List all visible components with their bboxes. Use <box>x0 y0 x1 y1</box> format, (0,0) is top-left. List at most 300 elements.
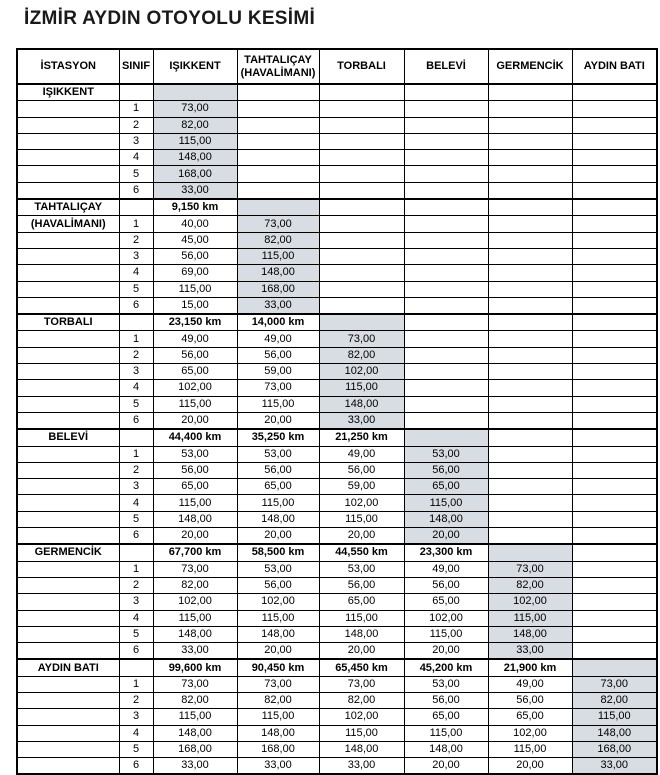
fare-cell <box>404 297 488 314</box>
fare-cell: 102,00 <box>488 725 572 741</box>
fare-cell: 56,00 <box>404 692 488 708</box>
km-cell: 21,250 km <box>319 429 404 446</box>
fare-cell <box>572 166 657 182</box>
fare-cell: 148,00 <box>237 265 319 281</box>
sinif-cell: 6 <box>119 412 153 429</box>
sinif-cell: 2 <box>119 232 153 248</box>
km-cell <box>572 659 657 676</box>
fare-cell <box>404 150 488 166</box>
class-row <box>17 331 657 347</box>
class-row <box>17 117 657 133</box>
km-cell <box>572 544 657 561</box>
sinif-cell: 2 <box>119 462 153 478</box>
fare-cell <box>404 182 488 199</box>
fare-cell <box>404 166 488 182</box>
col-header-isikkent <box>153 49 237 84</box>
fare-cell: 73,00 <box>153 676 237 692</box>
fare-cell: 33,00 <box>319 412 404 429</box>
fare-cell: 115,00 <box>404 725 488 741</box>
fare-cell: 65,00 <box>153 479 237 495</box>
km-cell <box>488 314 572 331</box>
fare-cell: 73,00 <box>153 561 237 577</box>
km-cell <box>488 84 572 101</box>
fare-cell: 53,00 <box>237 446 319 462</box>
table-header-row <box>17 49 657 84</box>
fare-cell: 56,00 <box>153 248 237 264</box>
fare-cell <box>572 380 657 396</box>
km-cell: 9,150 km <box>153 199 237 216</box>
sinif-cell: 6 <box>119 297 153 314</box>
station-cell <box>17 446 119 462</box>
station-cell <box>17 577 119 593</box>
fare-cell: 65,00 <box>153 364 237 380</box>
sinif-cell: 2 <box>119 692 153 708</box>
fare-cell <box>572 281 657 297</box>
sinif-cell: 4 <box>119 725 153 741</box>
fare-cell <box>572 577 657 593</box>
station-cell <box>17 331 119 347</box>
fare-cell <box>488 396 572 412</box>
station-cell <box>17 166 119 182</box>
fare-cell <box>319 101 404 117</box>
sinif-cell: 1 <box>119 561 153 577</box>
fare-cell <box>572 511 657 527</box>
sinif-cell: 6 <box>119 758 153 775</box>
sinif-cell <box>119 314 153 331</box>
sinif-cell: 4 <box>119 150 153 166</box>
fare-cell <box>319 265 404 281</box>
station-cell: GERMENCİK <box>17 544 119 561</box>
station-cell <box>17 281 119 297</box>
fare-cell <box>572 265 657 281</box>
fare-cell <box>572 412 657 429</box>
fare-cell <box>572 331 657 347</box>
col-header-sinif <box>119 49 153 84</box>
class-row <box>17 347 657 363</box>
col-header-label-line2: (HAVALİMANI) <box>240 66 316 79</box>
col-header-label: SINIF <box>121 60 151 72</box>
fare-cell: 45,00 <box>153 232 237 248</box>
km-cell <box>572 314 657 331</box>
station-cell <box>17 297 119 314</box>
fare-cell: 49,00 <box>488 676 572 692</box>
fare-cell <box>488 528 572 545</box>
fare-cell: 168,00 <box>237 741 319 757</box>
fare-cell <box>404 117 488 133</box>
fare-cell: 82,00 <box>488 577 572 593</box>
fare-cell: 73,00 <box>319 331 404 347</box>
class-row <box>17 610 657 626</box>
sinif-cell: 5 <box>119 626 153 642</box>
fare-cell: 115,00 <box>237 709 319 725</box>
km-cell <box>153 84 237 101</box>
fare-cell: 49,00 <box>237 331 319 347</box>
fare-cell: 69,00 <box>153 265 237 281</box>
sinif-cell: 6 <box>119 528 153 545</box>
fare-cell: 115,00 <box>404 626 488 642</box>
section-header-row <box>17 314 657 331</box>
km-cell: 65,450 km <box>319 659 404 676</box>
fare-cell: 56,00 <box>237 462 319 478</box>
fare-cell: 33,00 <box>488 643 572 660</box>
km-cell <box>404 199 488 216</box>
km-cell: 44,550 km <box>319 544 404 561</box>
km-cell <box>488 199 572 216</box>
fare-cell: 148,00 <box>319 396 404 412</box>
fare-cell: 59,00 <box>319 479 404 495</box>
fare-cell: 65,00 <box>319 594 404 610</box>
sinif-cell: 3 <box>119 709 153 725</box>
fare-cell: 148,00 <box>153 626 237 642</box>
station-cell <box>17 511 119 527</box>
fare-cell <box>572 216 657 232</box>
fare-cell: 56,00 <box>404 577 488 593</box>
fare-cell <box>572 347 657 363</box>
fare-cell <box>488 182 572 199</box>
fare-cell: 65,00 <box>404 479 488 495</box>
station-cell: TAHTALIÇAY <box>17 199 119 216</box>
fare-cell: 115,00 <box>319 511 404 527</box>
sinif-cell: 3 <box>119 133 153 149</box>
fare-cell <box>237 166 319 182</box>
fare-cell: 115,00 <box>488 610 572 626</box>
fare-cell: 82,00 <box>153 117 237 133</box>
class-row <box>17 150 657 166</box>
fare-cell <box>404 232 488 248</box>
fare-cell: 56,00 <box>404 462 488 478</box>
fare-cell <box>319 248 404 264</box>
fare-cell <box>572 643 657 660</box>
fare-cell: 148,00 <box>237 511 319 527</box>
km-cell <box>572 429 657 446</box>
fare-cell <box>488 331 572 347</box>
km-cell: 45,200 km <box>404 659 488 676</box>
fare-cell <box>404 281 488 297</box>
fare-cell: 20,00 <box>153 412 237 429</box>
station-cell <box>17 101 119 117</box>
station-cell <box>17 741 119 757</box>
class-row <box>17 133 657 149</box>
fare-cell: 148,00 <box>404 741 488 757</box>
station-cell <box>17 610 119 626</box>
fare-cell: 115,00 <box>153 396 237 412</box>
fare-cell <box>572 150 657 166</box>
fare-cell: 33,00 <box>319 758 404 775</box>
sinif-cell: 5 <box>119 511 153 527</box>
station-cell <box>17 396 119 412</box>
fare-cell <box>572 610 657 626</box>
fare-cell: 115,00 <box>153 495 237 511</box>
fare-cell <box>572 626 657 642</box>
fare-cell <box>488 446 572 462</box>
km-cell: 99,600 km <box>153 659 237 676</box>
class-row <box>17 676 657 692</box>
col-header-aydin-bati <box>572 49 657 84</box>
fare-cell <box>404 396 488 412</box>
sinif-cell: 4 <box>119 265 153 281</box>
fare-cell: 56,00 <box>153 347 237 363</box>
fare-cell: 73,00 <box>237 380 319 396</box>
fare-cell <box>572 479 657 495</box>
fare-cell: 59,00 <box>237 364 319 380</box>
fare-cell: 53,00 <box>404 446 488 462</box>
fare-cell <box>488 166 572 182</box>
class-row <box>17 528 657 545</box>
station-cell <box>17 725 119 741</box>
page-title: İZMİR AYDIN OTOYOLU KESİMİ <box>24 8 316 29</box>
fare-cell: 148,00 <box>153 725 237 741</box>
km-cell <box>572 199 657 216</box>
fare-cell: 82,00 <box>319 692 404 708</box>
station-cell <box>17 117 119 133</box>
fare-cell <box>404 265 488 281</box>
col-header-germencik <box>488 49 572 84</box>
section-header-row <box>17 544 657 561</box>
fare-cell: 56,00 <box>237 347 319 363</box>
station-cell <box>17 692 119 708</box>
section-header-row <box>17 84 657 101</box>
fare-cell: 115,00 <box>237 248 319 264</box>
fare-cell: 115,00 <box>319 725 404 741</box>
fare-cell: 20,00 <box>153 528 237 545</box>
sinif-cell <box>119 84 153 101</box>
fare-cell: 33,00 <box>153 643 237 660</box>
fare-cell: 73,00 <box>237 676 319 692</box>
fare-cell: 82,00 <box>153 577 237 593</box>
fare-cell: 168,00 <box>572 741 657 757</box>
sinif-cell: 4 <box>119 610 153 626</box>
station-cell: AYDIN BATI <box>17 659 119 676</box>
station-cell: TORBALI <box>17 314 119 331</box>
class-row <box>17 758 657 775</box>
sinif-cell: 1 <box>119 101 153 117</box>
fare-cell: 115,00 <box>488 741 572 757</box>
sinif-cell <box>119 544 153 561</box>
station-cell <box>17 495 119 511</box>
fare-cell <box>404 364 488 380</box>
sinif-cell <box>119 659 153 676</box>
fare-cell: 115,00 <box>153 281 237 297</box>
fare-cell: 115,00 <box>319 380 404 396</box>
col-header-torbali <box>319 49 404 84</box>
sinif-cell: 1 <box>119 331 153 347</box>
fare-cell <box>572 297 657 314</box>
col-header-label: BELEVİ <box>426 60 466 72</box>
fare-cell: 20,00 <box>404 643 488 660</box>
fare-cell: 102,00 <box>319 364 404 380</box>
fare-cell <box>404 133 488 149</box>
fare-cell: 20,00 <box>237 528 319 545</box>
fare-cell: 115,00 <box>319 610 404 626</box>
class-row <box>17 101 657 117</box>
fare-cell <box>319 297 404 314</box>
station-cell <box>17 479 119 495</box>
km-cell: 21,900 km <box>488 659 572 676</box>
station-cell <box>17 626 119 642</box>
station-cell <box>17 412 119 429</box>
station-cell <box>17 232 119 248</box>
station-cell <box>17 528 119 545</box>
fare-cell: 20,00 <box>488 758 572 775</box>
fare-cell: 20,00 <box>237 412 319 429</box>
fare-cell: 56,00 <box>153 462 237 478</box>
fare-cell <box>488 479 572 495</box>
class-row <box>17 709 657 725</box>
fare-cell <box>488 495 572 511</box>
km-cell <box>488 429 572 446</box>
fare-cell: 53,00 <box>237 561 319 577</box>
sinif-cell: 3 <box>119 594 153 610</box>
fare-cell <box>572 446 657 462</box>
fare-cell <box>319 117 404 133</box>
fare-cell <box>572 101 657 117</box>
fare-cell: 168,00 <box>153 166 237 182</box>
class-row <box>17 232 657 248</box>
fare-cell <box>488 281 572 297</box>
sinif-cell: 2 <box>119 577 153 593</box>
sinif-cell: 2 <box>119 347 153 363</box>
class-row <box>17 594 657 610</box>
sinif-cell: 5 <box>119 396 153 412</box>
fare-cell: 115,00 <box>404 495 488 511</box>
class-row <box>17 692 657 708</box>
fare-cell <box>237 182 319 199</box>
fare-cell: 33,00 <box>237 297 319 314</box>
class-row <box>17 495 657 511</box>
km-cell <box>237 199 319 216</box>
km-cell: 44,400 km <box>153 429 237 446</box>
station-cell: (HAVALİMANI) <box>17 216 119 232</box>
col-header-tahtalicay <box>237 49 319 84</box>
sinif-cell: 4 <box>119 495 153 511</box>
fare-cell <box>572 528 657 545</box>
table-head <box>17 49 657 84</box>
fare-cell <box>404 380 488 396</box>
fare-cell <box>488 216 572 232</box>
fare-cell: 148,00 <box>488 626 572 642</box>
col-header-istasyon <box>17 49 119 84</box>
station-cell <box>17 364 119 380</box>
km-cell <box>319 84 404 101</box>
fare-cell <box>404 331 488 347</box>
station-cell <box>17 643 119 660</box>
km-cell: 35,250 km <box>237 429 319 446</box>
fare-cell <box>572 495 657 511</box>
km-cell: 90,450 km <box>237 659 319 676</box>
fare-cell: 53,00 <box>319 561 404 577</box>
fare-cell: 168,00 <box>237 281 319 297</box>
fare-cell <box>488 364 572 380</box>
sinif-cell: 6 <box>119 182 153 199</box>
fare-cell: 115,00 <box>237 610 319 626</box>
fare-cell: 65,00 <box>237 479 319 495</box>
fare-cell <box>488 248 572 264</box>
fare-cell <box>488 101 572 117</box>
fare-cell <box>488 133 572 149</box>
km-cell: 23,150 km <box>153 314 237 331</box>
col-header-label: GERMENCİK <box>496 60 564 72</box>
fare-cell: 40,00 <box>153 216 237 232</box>
fare-cell: 49,00 <box>153 331 237 347</box>
class-row <box>17 741 657 757</box>
class-row <box>17 248 657 264</box>
fare-cell: 33,00 <box>572 758 657 775</box>
fare-cell: 73,00 <box>572 676 657 692</box>
station-cell <box>17 133 119 149</box>
col-header-belevi <box>404 49 488 84</box>
class-row <box>17 182 657 199</box>
km-cell: 23,300 km <box>404 544 488 561</box>
fare-cell: 148,00 <box>237 725 319 741</box>
sinif-cell: 3 <box>119 479 153 495</box>
section-header-row <box>17 429 657 446</box>
fare-cell <box>319 133 404 149</box>
sinif-cell: 5 <box>119 166 153 182</box>
fare-cell <box>572 232 657 248</box>
col-header-label-line1: TAHTALIÇAY <box>244 53 312 66</box>
class-row <box>17 725 657 741</box>
km-cell <box>488 544 572 561</box>
fare-cell <box>572 182 657 199</box>
fare-cell <box>488 297 572 314</box>
fare-cell <box>319 182 404 199</box>
station-cell <box>17 594 119 610</box>
fare-cell <box>319 216 404 232</box>
fare-cell: 65,00 <box>404 594 488 610</box>
fare-cell: 73,00 <box>488 561 572 577</box>
col-header-label: İSTASYON <box>40 60 96 72</box>
class-row <box>17 577 657 593</box>
sinif-cell: 1 <box>119 446 153 462</box>
fare-cell <box>237 101 319 117</box>
sinif-cell: 5 <box>119 281 153 297</box>
fare-cell: 148,00 <box>153 511 237 527</box>
fare-cell: 115,00 <box>237 495 319 511</box>
station-cell: IŞIKKENT <box>17 84 119 101</box>
station-cell <box>17 561 119 577</box>
fare-cell <box>572 248 657 264</box>
toll-fare-table <box>16 48 658 775</box>
fare-cell: 82,00 <box>319 347 404 363</box>
fare-cell <box>319 150 404 166</box>
fare-cell: 56,00 <box>488 692 572 708</box>
fare-cell: 49,00 <box>404 561 488 577</box>
col-header-label: AYDIN BATI <box>583 60 645 72</box>
section-header-row <box>17 659 657 676</box>
station-cell <box>17 462 119 478</box>
class-row <box>17 446 657 462</box>
fare-cell: 148,00 <box>404 511 488 527</box>
class-row <box>17 166 657 182</box>
sinif-cell: 5 <box>119 741 153 757</box>
fare-cell: 102,00 <box>319 495 404 511</box>
fare-cell <box>404 101 488 117</box>
sinif-cell: 2 <box>119 117 153 133</box>
km-cell <box>404 429 488 446</box>
class-row <box>17 364 657 380</box>
station-cell <box>17 758 119 775</box>
col-header-label: IŞIKKENT <box>169 60 221 72</box>
fare-cell: 102,00 <box>153 380 237 396</box>
fare-cell: 102,00 <box>404 610 488 626</box>
fare-cell <box>488 347 572 363</box>
class-row <box>17 281 657 297</box>
class-row <box>17 643 657 660</box>
fare-cell: 148,00 <box>319 741 404 757</box>
station-cell <box>17 265 119 281</box>
table-body <box>17 84 657 774</box>
section-header-row <box>17 199 657 216</box>
